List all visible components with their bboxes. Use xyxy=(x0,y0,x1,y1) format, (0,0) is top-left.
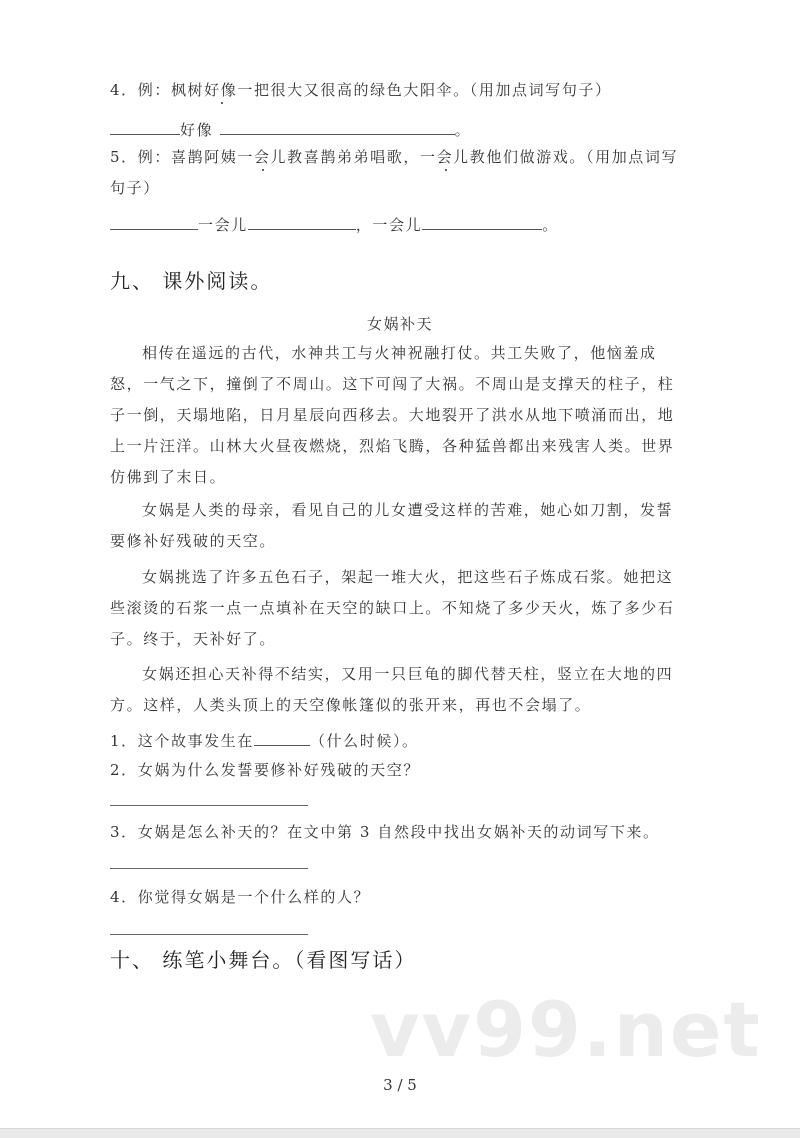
q5-prompt-start: 5．例：喜鹊阿姨 xyxy=(110,148,238,166)
reading-q2: 2．女娲为什么发誓要修补好残破的天空？ xyxy=(110,761,420,779)
section-10-heading: 十、 练笔小舞台。（看图写话） xyxy=(110,948,417,972)
q4-end: 。 xyxy=(454,121,472,139)
story-line: 女娲挑选了许多五色石子，架起一堆大火，把这些石子炼成石浆。她把这 xyxy=(142,568,674,586)
reading-q2-answer-line[interactable] xyxy=(110,805,308,806)
section-9-heading: 九、 课外阅读。 xyxy=(110,269,273,293)
story-line: 上一片汪洋。山林大火昼夜燃烧，烈焰飞腾，各种猛兽都出来残害人类。世界 xyxy=(110,437,675,455)
reading-q1-blank[interactable] xyxy=(254,731,310,746)
q5-prompt-cont: 句子） xyxy=(110,179,160,197)
watermark: vv99.net xyxy=(370,985,762,1074)
reading-q1-end: （什么时候）。 xyxy=(309,732,419,750)
story-line: 怒，一气之下，撞倒了不周山。这下可闯了大祸。不周山是支撑天的柱子，柱 xyxy=(110,375,675,393)
q5-blank-3[interactable] xyxy=(422,215,542,230)
reading-q1-start: 1．这个故事发生在 xyxy=(110,732,254,750)
reading-q3: 3．女娲是怎么补天的？在文中第 3 自然段中找出女娲补天的动词写下来。 xyxy=(110,823,660,841)
q5-answer xyxy=(110,215,559,235)
reading-q3-answer-line[interactable] xyxy=(110,868,308,869)
story-line: 子一倒，天塌地陷，日月星辰向西移去。大地裂开了洪水从地下喷涌而出，地 xyxy=(110,406,675,424)
q5-word-1: 一会儿 xyxy=(198,216,248,234)
q5-prompt xyxy=(110,147,678,167)
q5-word-2: 一会儿 xyxy=(372,216,423,234)
story-line: 女娲还担心天补得不结实，又用一只巨龟的脚代替天柱，竖立在大地的四 xyxy=(142,665,674,683)
page-number: 3 / 5 xyxy=(383,1076,417,1094)
story-line: 女娲是人类的母亲，看见自己的儿女遭受这样的苦难，她心如刀割，发誓 xyxy=(142,501,674,519)
q5-prompt-mid: 教喜鹊弟弟唱歌， xyxy=(287,148,420,166)
story-line: 相传在遥远的古代，水神共工与火神祝融打仗。共工失败了，他恼羞成 xyxy=(142,344,657,362)
story-title: 女娲补天 xyxy=(366,315,433,333)
q5-end: 。 xyxy=(542,216,559,234)
q4-word: 好像 xyxy=(180,121,214,139)
q5-blank-1[interactable] xyxy=(110,215,198,230)
dotted-word: 好像 xyxy=(204,81,238,99)
q4-prompt-start: 4．例：枫树 xyxy=(110,81,205,99)
q4-prompt xyxy=(110,80,612,100)
q5-blank-2[interactable] xyxy=(248,215,356,230)
q4-blank-1[interactable] xyxy=(110,120,180,135)
story-line: 些滚烫的石浆一点一点填补在天空的缺口上。不知烧了多少天火，炼了多少石 xyxy=(110,599,675,617)
reading-q4-answer-line[interactable] xyxy=(110,934,308,935)
story-line: 子。终于，天补好了。 xyxy=(110,630,277,648)
dotted-word: 一会儿 xyxy=(237,148,288,166)
q4-answer xyxy=(110,120,471,140)
q4-dotted-word xyxy=(204,81,237,99)
story-line: 方。这样，人类头顶上的天空像帐篷似的张开来，再也不会塌了。 xyxy=(110,696,592,714)
story-line: 要修补好残破的天空。 xyxy=(110,532,277,550)
q5-comma: ， xyxy=(355,216,373,234)
q5-prompt-end: 教他们做游戏。（用加点词写 xyxy=(469,148,679,166)
dotted-word: 一会儿 xyxy=(419,148,470,166)
reading-q1 xyxy=(110,731,419,751)
story-line: 仿佛到了末日。 xyxy=(110,468,227,486)
q4-prompt-end: 一把很大又很高的绿色大阳伞。（用加点词写句子） xyxy=(237,81,612,99)
reading-q4: 4．你觉得女娲是一个什么样的人？ xyxy=(110,888,371,906)
q4-blank-2[interactable] xyxy=(220,120,455,135)
